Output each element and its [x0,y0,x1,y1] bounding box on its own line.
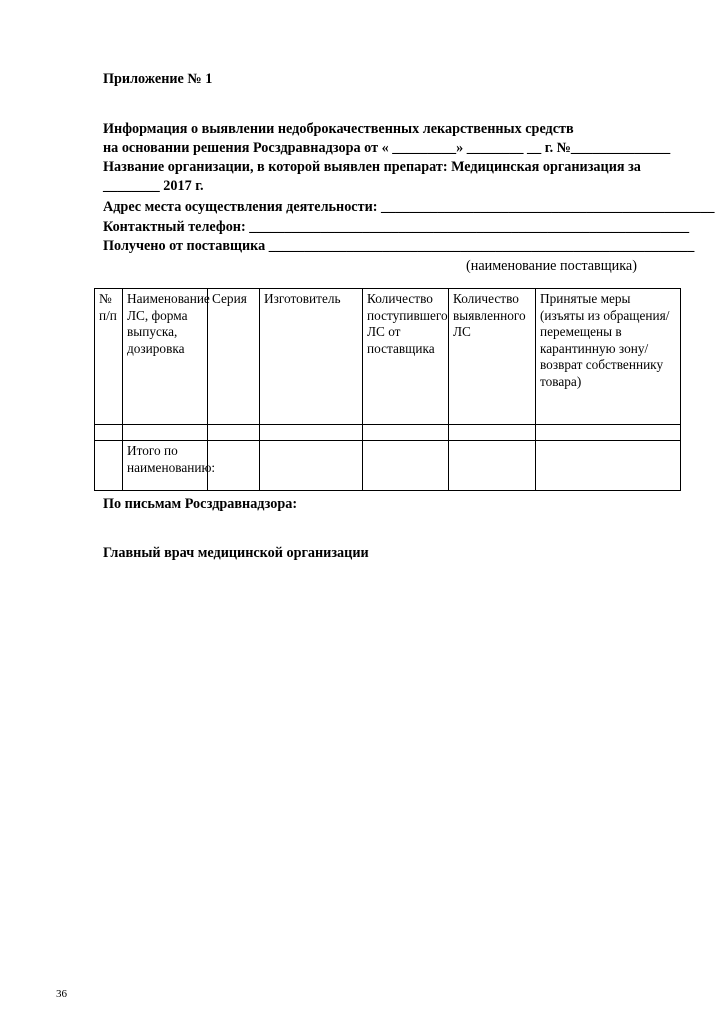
table-cell [536,425,681,441]
appendix-title: Приложение № 1 [103,71,213,87]
table-cell [449,425,536,441]
supplier-caption: (наименование поставщика) [466,258,637,274]
table-cell [363,441,449,491]
page-number: 36 [56,988,67,1000]
table-cell [95,441,123,491]
total-label: Итого по наименованию: [123,441,208,491]
table-cell [208,425,260,441]
table-total-row [95,441,681,491]
table-cell [123,425,208,441]
header-quantity-received: Количество поступившего ЛС от поставщика [363,289,449,425]
organization-name-line: Название организации, в которой выявлен препарат: Медицинская организация за [103,159,641,175]
header-quantity-detected: Количество выявленного ЛС [449,289,536,425]
year-line: ________ 2017 г. [103,178,204,194]
header-drug-name: Наименование ЛС, форма выпуска, дозировка [123,289,208,425]
address-line: Адрес места осуществления деятельности: _______________________________________________ [103,199,715,215]
header-number: № п/п [95,289,123,425]
letters-line: По письмам Росздравнадзора: [103,496,298,512]
document-heading: Информация о выявлении недоброкачественных лекарственных средств [103,121,574,137]
table-cell [363,425,449,441]
chief-doctor-line: Главный врач медицинской организации [103,545,369,561]
table-header-row [95,289,681,425]
received-from-supplier-line: Получено от поставщика ____________________________________________________________ [103,238,695,254]
header-manufacturer: Изготовитель [260,289,363,425]
table-cell [208,441,260,491]
table-cell [449,441,536,491]
table-cell [260,425,363,441]
header-measures-taken: Принятые меры (изъяты из обращения/перемещены в карантинную зону/возврат собственнику товара) [536,289,681,425]
table-row [95,425,681,441]
header-series: Серия [208,289,260,425]
phone-line: Контактный телефон: ______________________________________________________________ [103,219,690,235]
medicines-table [94,288,681,491]
table-cell [260,441,363,491]
table-cell [95,425,123,441]
table-cell [536,441,681,491]
decision-basis-line: на основании решения Росздравнадзора от « _________» ________ __ г. №______________ [103,140,671,156]
